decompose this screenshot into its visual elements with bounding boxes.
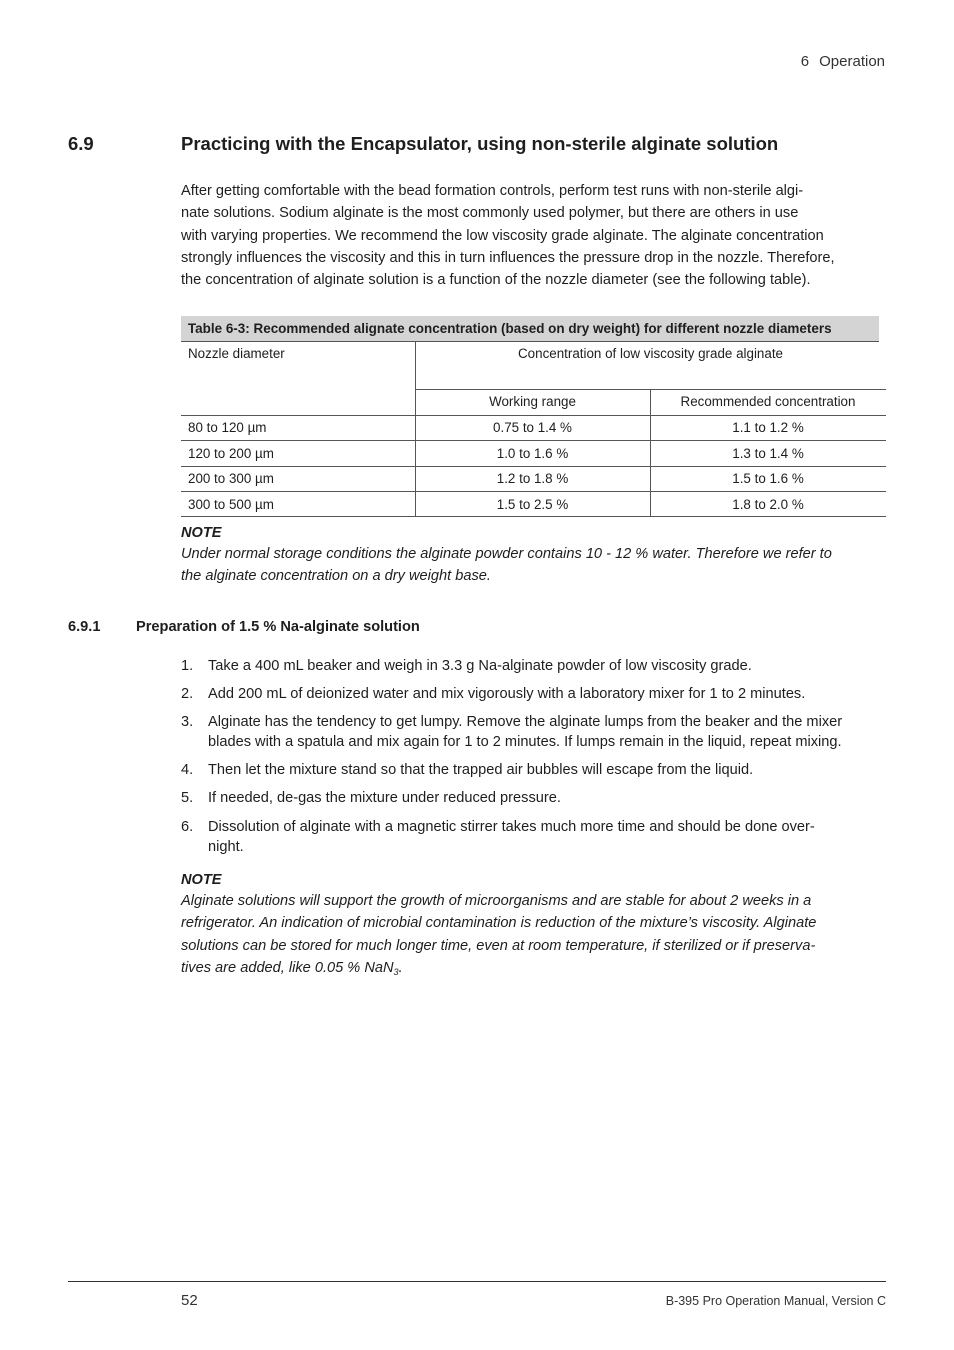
note-line: Under normal storage conditions the alginate powder contains 10 - 12 % water. Therefore we refer to (181, 546, 832, 562)
paragraph-line: strongly influences the viscosity and this in turn influences the pressure drop in the nozzle. Therefore, (181, 249, 835, 266)
step-text: Then let the mixture stand so that the trapped air bubbles will escape from the liquid. (208, 762, 754, 778)
step-text: If needed, de-gas the mixture under reduced pressure. (208, 790, 561, 806)
note-line: the alginate concentration on a dry weight base. (181, 568, 491, 585)
subsection-number: 6.9.1 (68, 619, 101, 635)
note-line (181, 957, 891, 983)
step-text: Dissolution of alginate with a magnetic stirrer takes much more time and should be done over- (208, 819, 815, 835)
row-diameter: 200 to 300 µm (188, 471, 274, 486)
row-working-range: 1.0 to 1.6 % (496, 446, 569, 461)
header-nozzle-diameter: Nozzle diameter (188, 346, 285, 361)
note-1 (181, 525, 891, 588)
row-recommended: 1.3 to 1.4 % (732, 446, 804, 461)
row-diameter: 80 to 120 µm (188, 420, 267, 435)
row-working-range: 0.75 to 1.4 % (493, 420, 572, 435)
section-number: 6.9 (68, 133, 94, 154)
row-recommended: 1.1 to 1.2 % (732, 420, 804, 435)
table-rule (415, 342, 416, 517)
concentration-table (181, 316, 886, 517)
running-header (801, 53, 885, 70)
step-text: night. (208, 839, 244, 855)
note-heading: NOTE (181, 872, 222, 888)
table-rule (650, 389, 651, 517)
table-rule (181, 491, 886, 492)
subsection-title: Preparation of 1.5 % Na-alginate solution (136, 619, 420, 635)
intro-paragraph (181, 180, 886, 291)
paragraph-line: nate solutions. Sodium alginate is the most commonly used polymer, but there are others in use (181, 205, 799, 222)
note-2 (181, 872, 891, 983)
row-recommended: 1.8 to 2.0 % (732, 497, 804, 512)
step-number: 3. (181, 714, 194, 730)
step-text: Alginate has the tendency to get lumpy. Remove the alginate lumps from the beaker and the mixer (208, 714, 843, 730)
note-line: Alginate solutions will support the growth of microorganisms and are stable for about 2 weeks in a (181, 893, 812, 909)
subscript: 3 (393, 966, 399, 977)
header-working-range: Working range (489, 394, 576, 409)
row-diameter: 300 to 500 µm (188, 497, 274, 512)
table-rule (181, 466, 886, 467)
note-text (181, 543, 891, 588)
note-line: solutions can be stored for much longer time, even at room temperature, if sterilized or if preserva- (181, 937, 816, 954)
step-number: 6. (181, 819, 194, 835)
footer-divider (68, 1281, 886, 1282)
table-caption: Table 6-3: Recommended alignate concentration (based on dry weight) for different nozzle diameters (181, 316, 879, 342)
step-number: 1. (181, 658, 194, 674)
step-text: Take a 400 mL beaker and weigh in 3.3 g Na-alginate powder of low viscosity grade. (208, 658, 752, 674)
chapter-number: 6 (800, 53, 810, 70)
paragraph-line: the concentration of alginate solution is a function of the nozzle diameter (see the following table). (181, 272, 811, 289)
table-rule (181, 415, 886, 416)
paragraph-line: After getting comfortable with the bead formation controls, perform test runs with non-sterile algi- (181, 183, 804, 199)
section-title: Practicing with the Encapsulator, using non-sterile alginate solution (181, 133, 779, 154)
step-text: blades with a spatula and mix again for 1 to 2 minutes. If lumps remain in the liquid, repeat mixing. (208, 734, 842, 750)
step-number: 5. (181, 790, 194, 806)
note-line: refrigerator. An indication of microbial contamination is reduction of the mixture’s viscosity. Alginate (181, 915, 817, 932)
header-concentration-group: Concentration of low viscosity grade alginate (518, 346, 783, 361)
row-working-range: 1.5 to 2.5 % (496, 497, 569, 512)
step-number: 4. (181, 762, 194, 778)
row-working-range: 1.2 to 1.8 % (496, 471, 569, 486)
table-rule (181, 516, 886, 517)
note-heading: NOTE (181, 525, 222, 541)
table-grid (181, 342, 886, 517)
row-recommended: 1.5 to 1.6 % (732, 471, 804, 486)
table-rule (181, 440, 886, 441)
row-diameter: 120 to 200 µm (188, 446, 274, 461)
document-title: B-395 Pro Operation Manual, Version C (665, 1294, 886, 1308)
chapter-title: Operation (819, 53, 885, 70)
step-number: 2. (181, 686, 194, 702)
header-recommended: Recommended concentration (680, 394, 856, 409)
step-text: Add 200 mL of deionized water and mix vigorously with a laboratory mixer for 1 to 2 minutes. (208, 686, 806, 702)
note-line-text: tives are added, like 0.05 % NaN (181, 959, 394, 976)
note-text (181, 890, 891, 983)
paragraph-line: with varying properties. We recommend the low viscosity grade alginate. The alginate concentration (181, 227, 824, 244)
note-line-end: . (398, 959, 403, 976)
page-number: 52 (181, 1292, 198, 1309)
